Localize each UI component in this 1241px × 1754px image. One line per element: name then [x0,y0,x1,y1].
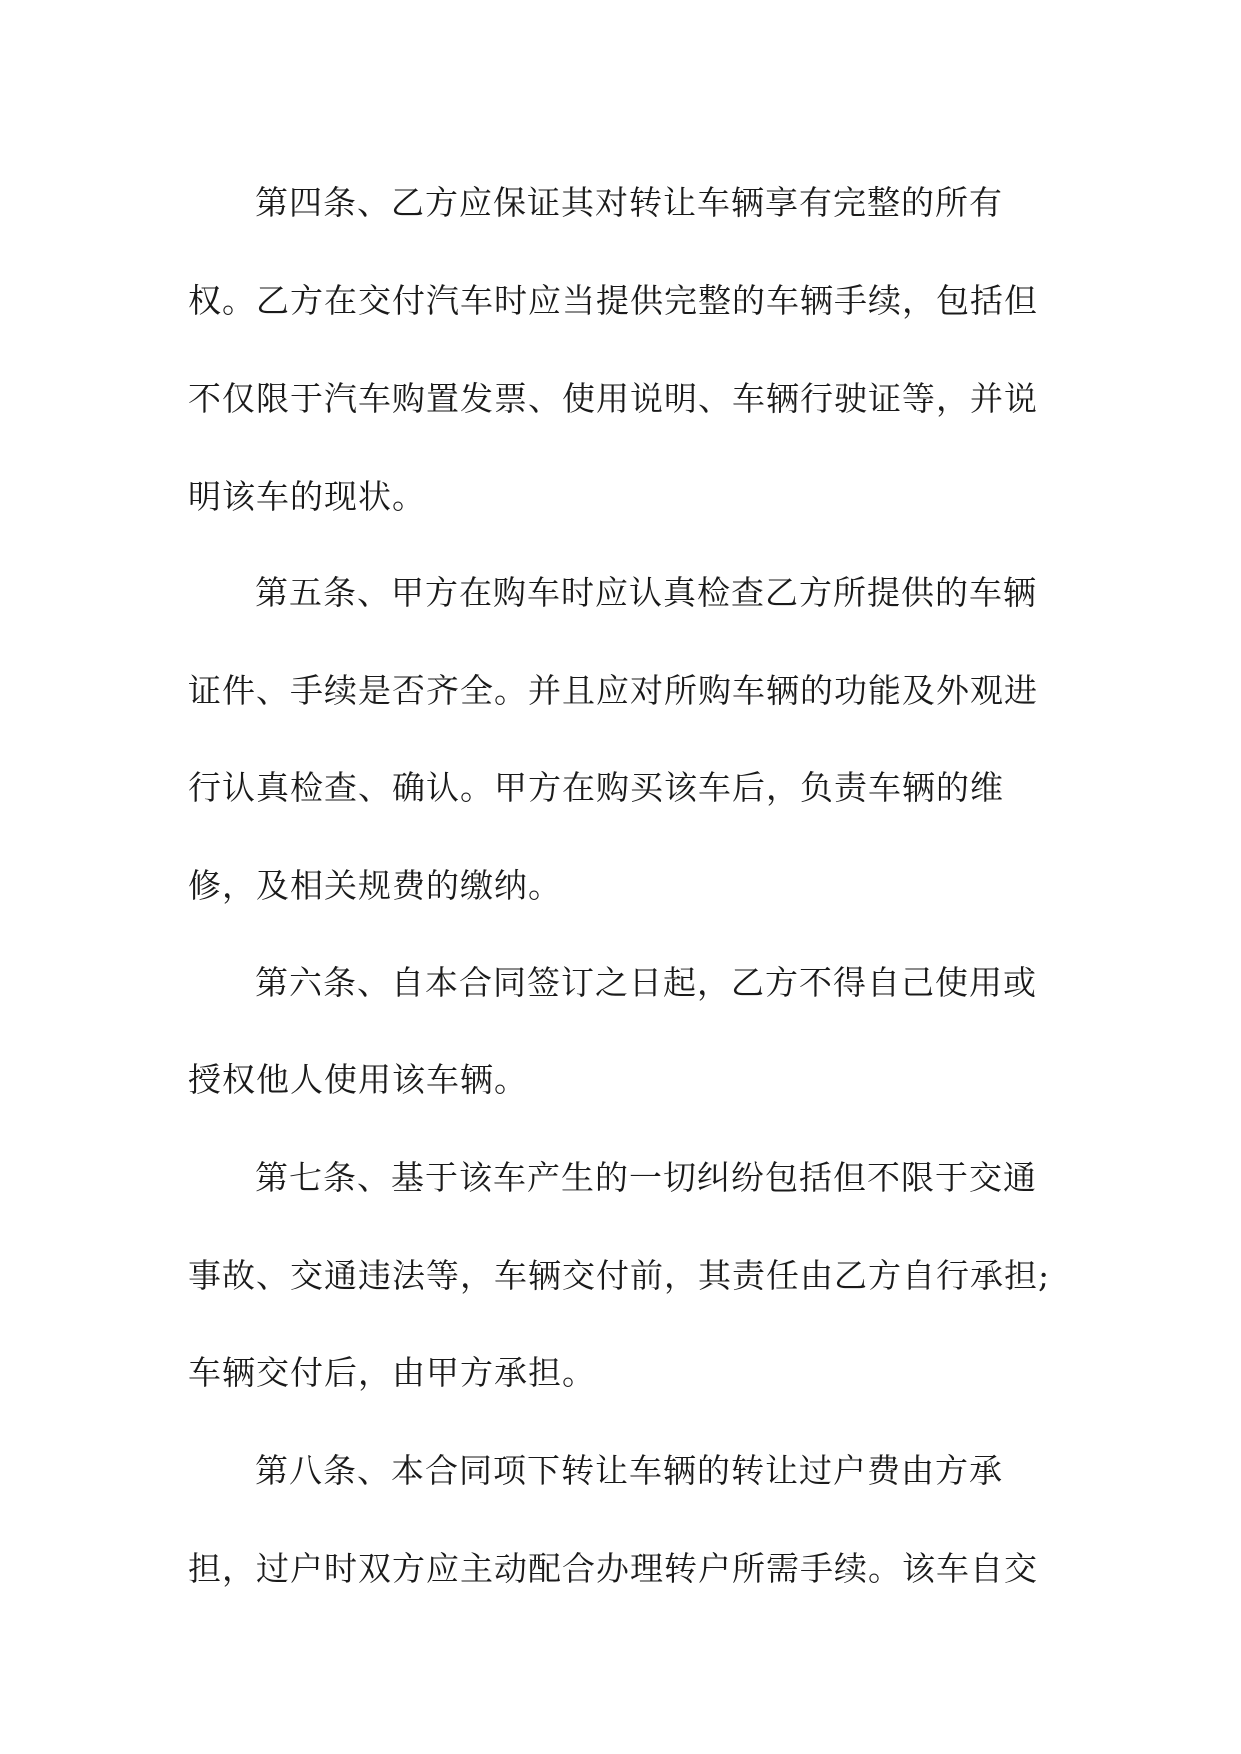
article-8-line-1: 第八条、本合同项下转让车辆的转让过户费由方承 [255,1451,1003,1490]
article-4-line-2: 权。乙方在交付汽车时应当提供完整的车辆手续，包括但 [188,281,1038,320]
article-7-line-3: 车辆交付后，由甲方承担。 [188,1353,596,1392]
article-5-line-3: 行认真检查、确认。甲方在购买该车后，负责车辆的维 [188,768,1004,807]
article-4-line-3: 不仅限于汽车购置发票、使用说明、车辆行驶证等，并说 [188,379,1038,418]
article-7-line-1: 第七条、基于该车产生的一切纠纷包括但不限于交通 [255,1158,1037,1197]
article-4-line-1: 第四条、乙方应保证其对转让车辆享有完整的所有 [255,183,1003,222]
article-8-line-2: 担，过户时双方应主动配合办理转户所需手续。该车自交 [188,1549,1038,1588]
article-6-line-2: 授权他人使用该车辆。 [188,1060,528,1099]
article-5-line-4: 修，及相关规费的缴纳。 [188,866,562,905]
article-5-line-2: 证件、手续是否齐全。并且应对所购车辆的功能及外观进 [188,671,1038,710]
article-7-line-2: 事故、交通违法等，车辆交付前，其责任由乙方自行承担; [188,1256,1051,1295]
article-4-line-4: 明该车的现状。 [188,477,426,516]
article-5-line-1: 第五条、甲方在购车时应认真检查乙方所提供的车辆 [255,573,1037,612]
article-6-line-1: 第六条、自本合同签订之日起，乙方不得自己使用或 [255,963,1037,1002]
